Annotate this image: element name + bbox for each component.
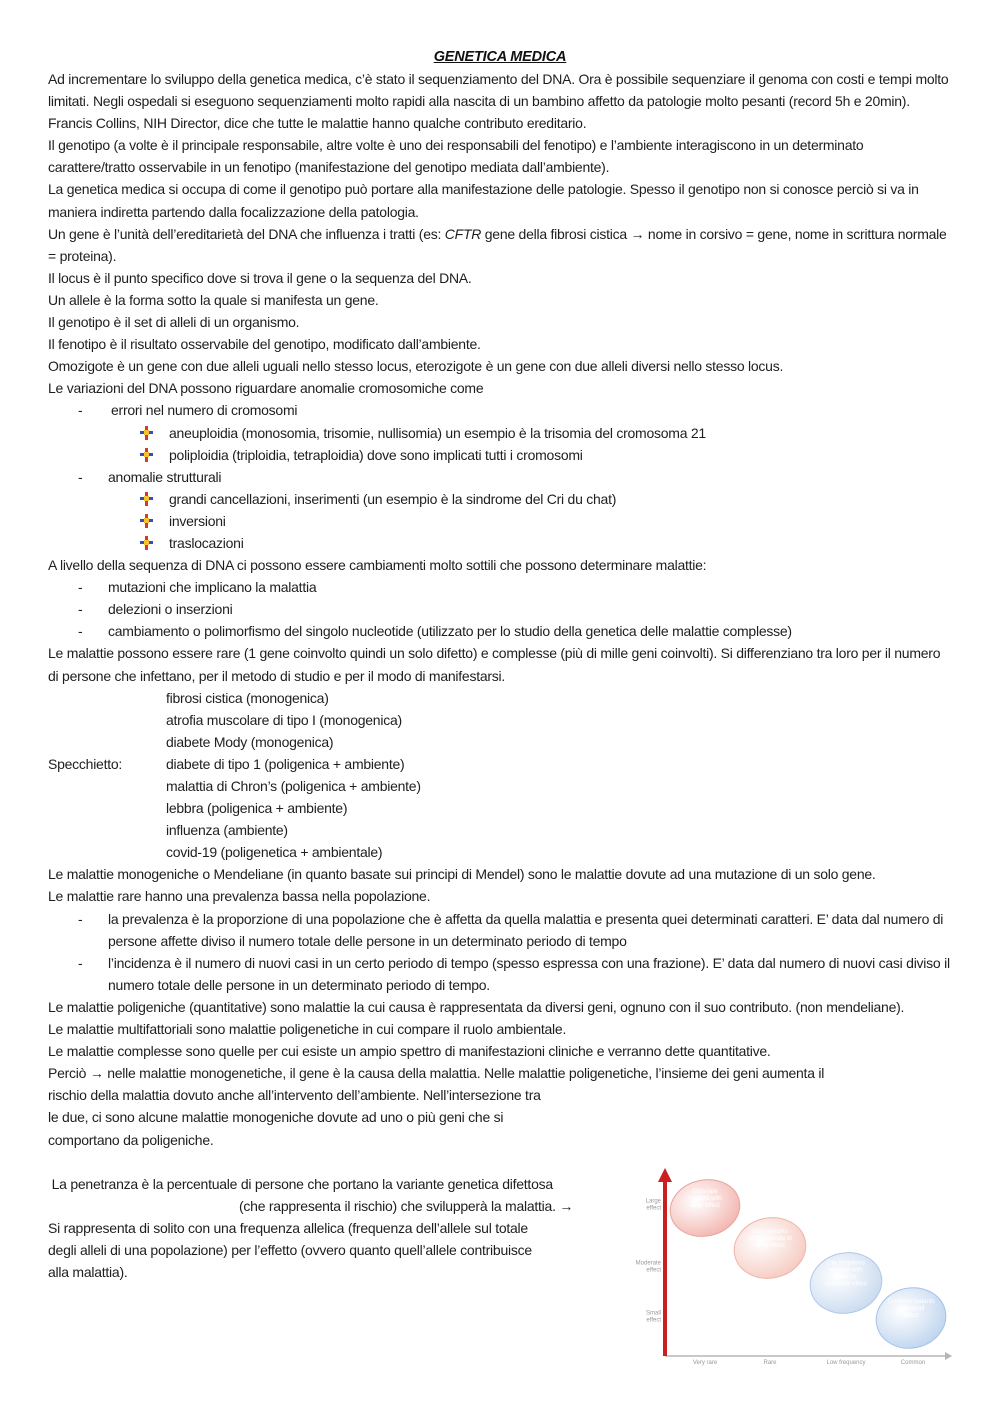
specchietto-item: influenza (ambiente) <box>166 822 288 839</box>
paragraph-text: Un gene è l’unità dell’ereditarietà del DNA che influenza i tratti (es: <box>48 225 445 242</box>
paragraph: Ad incrementare lo sviluppo della genetica medica, c’è stato il sequenziamento del DNA. Ora è possibile sequenziare il genoma con costi e tempi molto limitati. Negli ospedali si eseguono sequenziamenti molto rapidi alla nascita di un bambino affetto da patologie molto pesanti (record 5h e 20min). <box>48 71 949 110</box>
list-item: - l’incidenza è il numero di nuovi casi in un certo periodo di tempo (spesso espressa con una frazione). E’ data dal numero di nuovi casi diviso il numero totale delle persone in un determinato periodo di tempo. <box>48 952 952 996</box>
list-item: aneuploidia (monosomia, trisomie, nullisomia) un esempio è la trisomia del cromosoma 21 <box>48 422 952 444</box>
paragraph-text: gene della fibrosi cistica → nome in corsivo = gene, nome in scrittura normale = proteina). <box>48 225 947 264</box>
list-item: - errori nel numero di cromosomi <box>48 399 952 421</box>
paragraph: Il fenotipo è il risultato osservabile del genotipo, modificato dall’ambiente. <box>48 336 481 353</box>
bullet-icon <box>140 492 153 506</box>
paragraph: Il locus è il punto specifico dove si trova il gene o la sequenza del DNA. <box>48 269 472 286</box>
bullet-icon <box>140 514 153 528</box>
list-item: - mutazioni che implicano la malattia <box>48 576 952 598</box>
paragraph: Le malattie rare hanno una prevalenza bassa nella popolazione. <box>48 888 431 905</box>
specchietto-item: covid-19 (poligenetica + ambientale) <box>166 844 383 861</box>
paragraph-line: degli alleli di una popolazione) per l’effetto (ovvero quanto quell’allele contribuisce <box>48 1241 532 1258</box>
paragraph: Omozigote è un gene con due alleli uguali nello stesso locus, eterozigote è un gene con due alleli diversi nello stesso locus. <box>48 358 784 375</box>
x-tick-label: Rare <box>763 1360 777 1366</box>
specchietto-label: Specchietto: <box>48 755 123 772</box>
x-axis-arrowhead <box>945 1352 952 1360</box>
paragraph-line: alla malattia). <box>48 1263 128 1280</box>
dash-marker: - <box>78 623 83 640</box>
y-tick-label: Large effect <box>645 1198 661 1212</box>
document-page <box>48 46 952 1283</box>
paragraph: Il genotipo (a volte è il principale responsabile, altre volte è uno dei responsabili del fenotipo) e l’ambiente interagiscono in un determinato carattere/tratto osservabile in un fenotipo (manifestazione del genotipo mediata dall’ambiente). <box>48 137 864 176</box>
specchietto-item: fibrosi cistica (monogenica) <box>166 689 329 706</box>
list-item: - la prevalenza è la proporzione di una popolazione che è affetta da quella malattia e presenta quei determinati caratteri. E’ data dal numero di persone affette diviso il numero totale delle persone in un determinato periodo di tempo <box>48 908 952 952</box>
bullet-icon <box>140 536 153 550</box>
paragraph: Le malattie poligeniche (quantitative) sono malattie la cui causa è rappresentata da diversi geni, ognuno con il suo contributo. (non mendeliane). <box>48 998 905 1015</box>
paragraph: Francis Collins, NIH Director, dice che tutte le malattie hanno qualche contributo ereditario. <box>48 115 587 132</box>
paragraph <box>48 223 952 267</box>
paragraph: Un allele è la forma sotto la quale si manifesta un gene. <box>48 291 379 308</box>
dash-marker: - <box>78 954 83 971</box>
list-item: - cambiamento o polimorfismo del singolo nucleotide (utilizzato per lo studio della genetica delle malattie complesse) <box>48 620 952 642</box>
y-tick-label: Moderate effect <box>635 1260 661 1274</box>
allele-frequency-effect-chart <box>635 1168 953 1366</box>
paragraph: Le variazioni del DNA possono riguardare anomalie cromosomiche come <box>48 380 484 397</box>
y-axis-bar <box>663 1180 667 1356</box>
page-title: GENETICA MEDICA <box>433 49 567 65</box>
paragraph: A livello della sequenza di DNA ci possono essere cambiamenti molto sottili che possono determinare malattie: <box>48 557 707 574</box>
bubble-label: Ultra-rare variants with large effect <box>688 1189 722 1209</box>
paragraph: Le malattie possono essere rare (1 gene coinvolto quindi un solo difetto) e complesse (più di mille geni coinvolti). Si differenziano tra loro per il numero di persone che infettano, per il metodo di studio e per il modo di manifestarsi. <box>48 645 941 684</box>
paragraph-line: Si rappresenta di solito con una frequenza allelica (frequenza dell’allele sul totale <box>48 1219 528 1236</box>
paragraph: Le malattie complesse sono quelle per cui esiste un ampio spettro di manifestazioni cliniche e verranno dette quantitative. <box>48 1043 771 1060</box>
bubble-label: Common variants with small effect <box>887 1299 935 1319</box>
list-item: poliploidia (triploidia, tetraploidia) dove sono implicati tutti i cromosomi <box>48 444 952 466</box>
paragraph: Il genotipo è il set di alleli di un organismo. <box>48 314 300 331</box>
list-item: traslocazioni <box>48 532 952 554</box>
paragraph: Perciò → nelle malattie monogenetiche, il gene è la causa della malattia. Nelle malattie poligenetiche, l’insieme dei geni aumenta il <box>48 1065 825 1082</box>
specchietto-item: atrofia muscolare di tipo I (monogenica) <box>166 711 402 728</box>
paragraph: Le malattie multifattoriali sono malattie poligenetiche in cui compare il ruolo ambientale. <box>48 1021 567 1038</box>
bubble-label: Low frequency variants with small to moderate effect <box>825 1260 867 1288</box>
y-tick-label: Small effect <box>645 1310 661 1324</box>
dash-marker: - <box>78 579 83 596</box>
specchietto-item: diabete Mody (monogenica) <box>166 733 334 750</box>
list-item: inversioni <box>48 510 952 532</box>
paragraph-line: La penetranza è la percentuale di persone che portano la variante genetica difettosa <box>48 1175 553 1192</box>
list-item: - delezioni o inserzioni <box>48 598 952 620</box>
dash-marker: - <box>78 468 83 485</box>
specchietto-item: Specchietto: diabete di tipo 1 (poligenica + ambiente) <box>48 753 952 775</box>
paragraph-line: (che rappresenta il rischio) che svilupperà la malattia. → <box>239 1197 574 1214</box>
gene-name-italic: CFTR <box>444 225 482 242</box>
bubble-label: Rare variants with moderate to large effect <box>747 1229 793 1249</box>
list-item: grandi cancellazioni, inserimenti (un esempio è la sindrome del Cri du chat) <box>48 488 952 510</box>
bullet-icon <box>140 426 153 440</box>
x-tick-label: Low frequency <box>826 1360 866 1366</box>
paragraph-line: le due, ci sono alcune malattie monogeniche dovute ad uno o più geni che si <box>48 1109 504 1126</box>
list-item: - anomalie strutturali <box>48 466 952 488</box>
paragraph-line: rischio della malattia dovuto anche all’intervento dell’ambiente. Nell’intersezione tra <box>48 1087 541 1104</box>
dash-marker: - <box>78 910 83 927</box>
bullet-icon <box>140 448 153 462</box>
x-tick-label: Common <box>900 1360 926 1366</box>
paragraph-line: comportano da poligeniche. <box>48 1131 214 1148</box>
paragraph: Le malattie monogeniche o Mendeliane (in quanto basate sui principi di Mendel) sono le malattie dovute ad una mutazione di un solo gene. <box>48 866 876 883</box>
specchietto-item: lebbra (poligenica + ambiente) <box>166 800 348 817</box>
specchietto-item: malattia di Chron’s (poligenica + ambiente) <box>166 778 421 794</box>
x-tick-label: Very rare <box>692 1360 718 1366</box>
y-axis-arrowhead <box>658 1168 672 1182</box>
dash-marker: - <box>78 402 83 419</box>
paragraph: La genetica medica si occupa di come il genotipo può portare alla manifestazione delle patologie. Spesso il genotipo non si conosce perciò si va in maniera indiretta partendo dalla focalizzazione della patologia. <box>48 181 919 220</box>
dash-marker: - <box>78 601 83 618</box>
